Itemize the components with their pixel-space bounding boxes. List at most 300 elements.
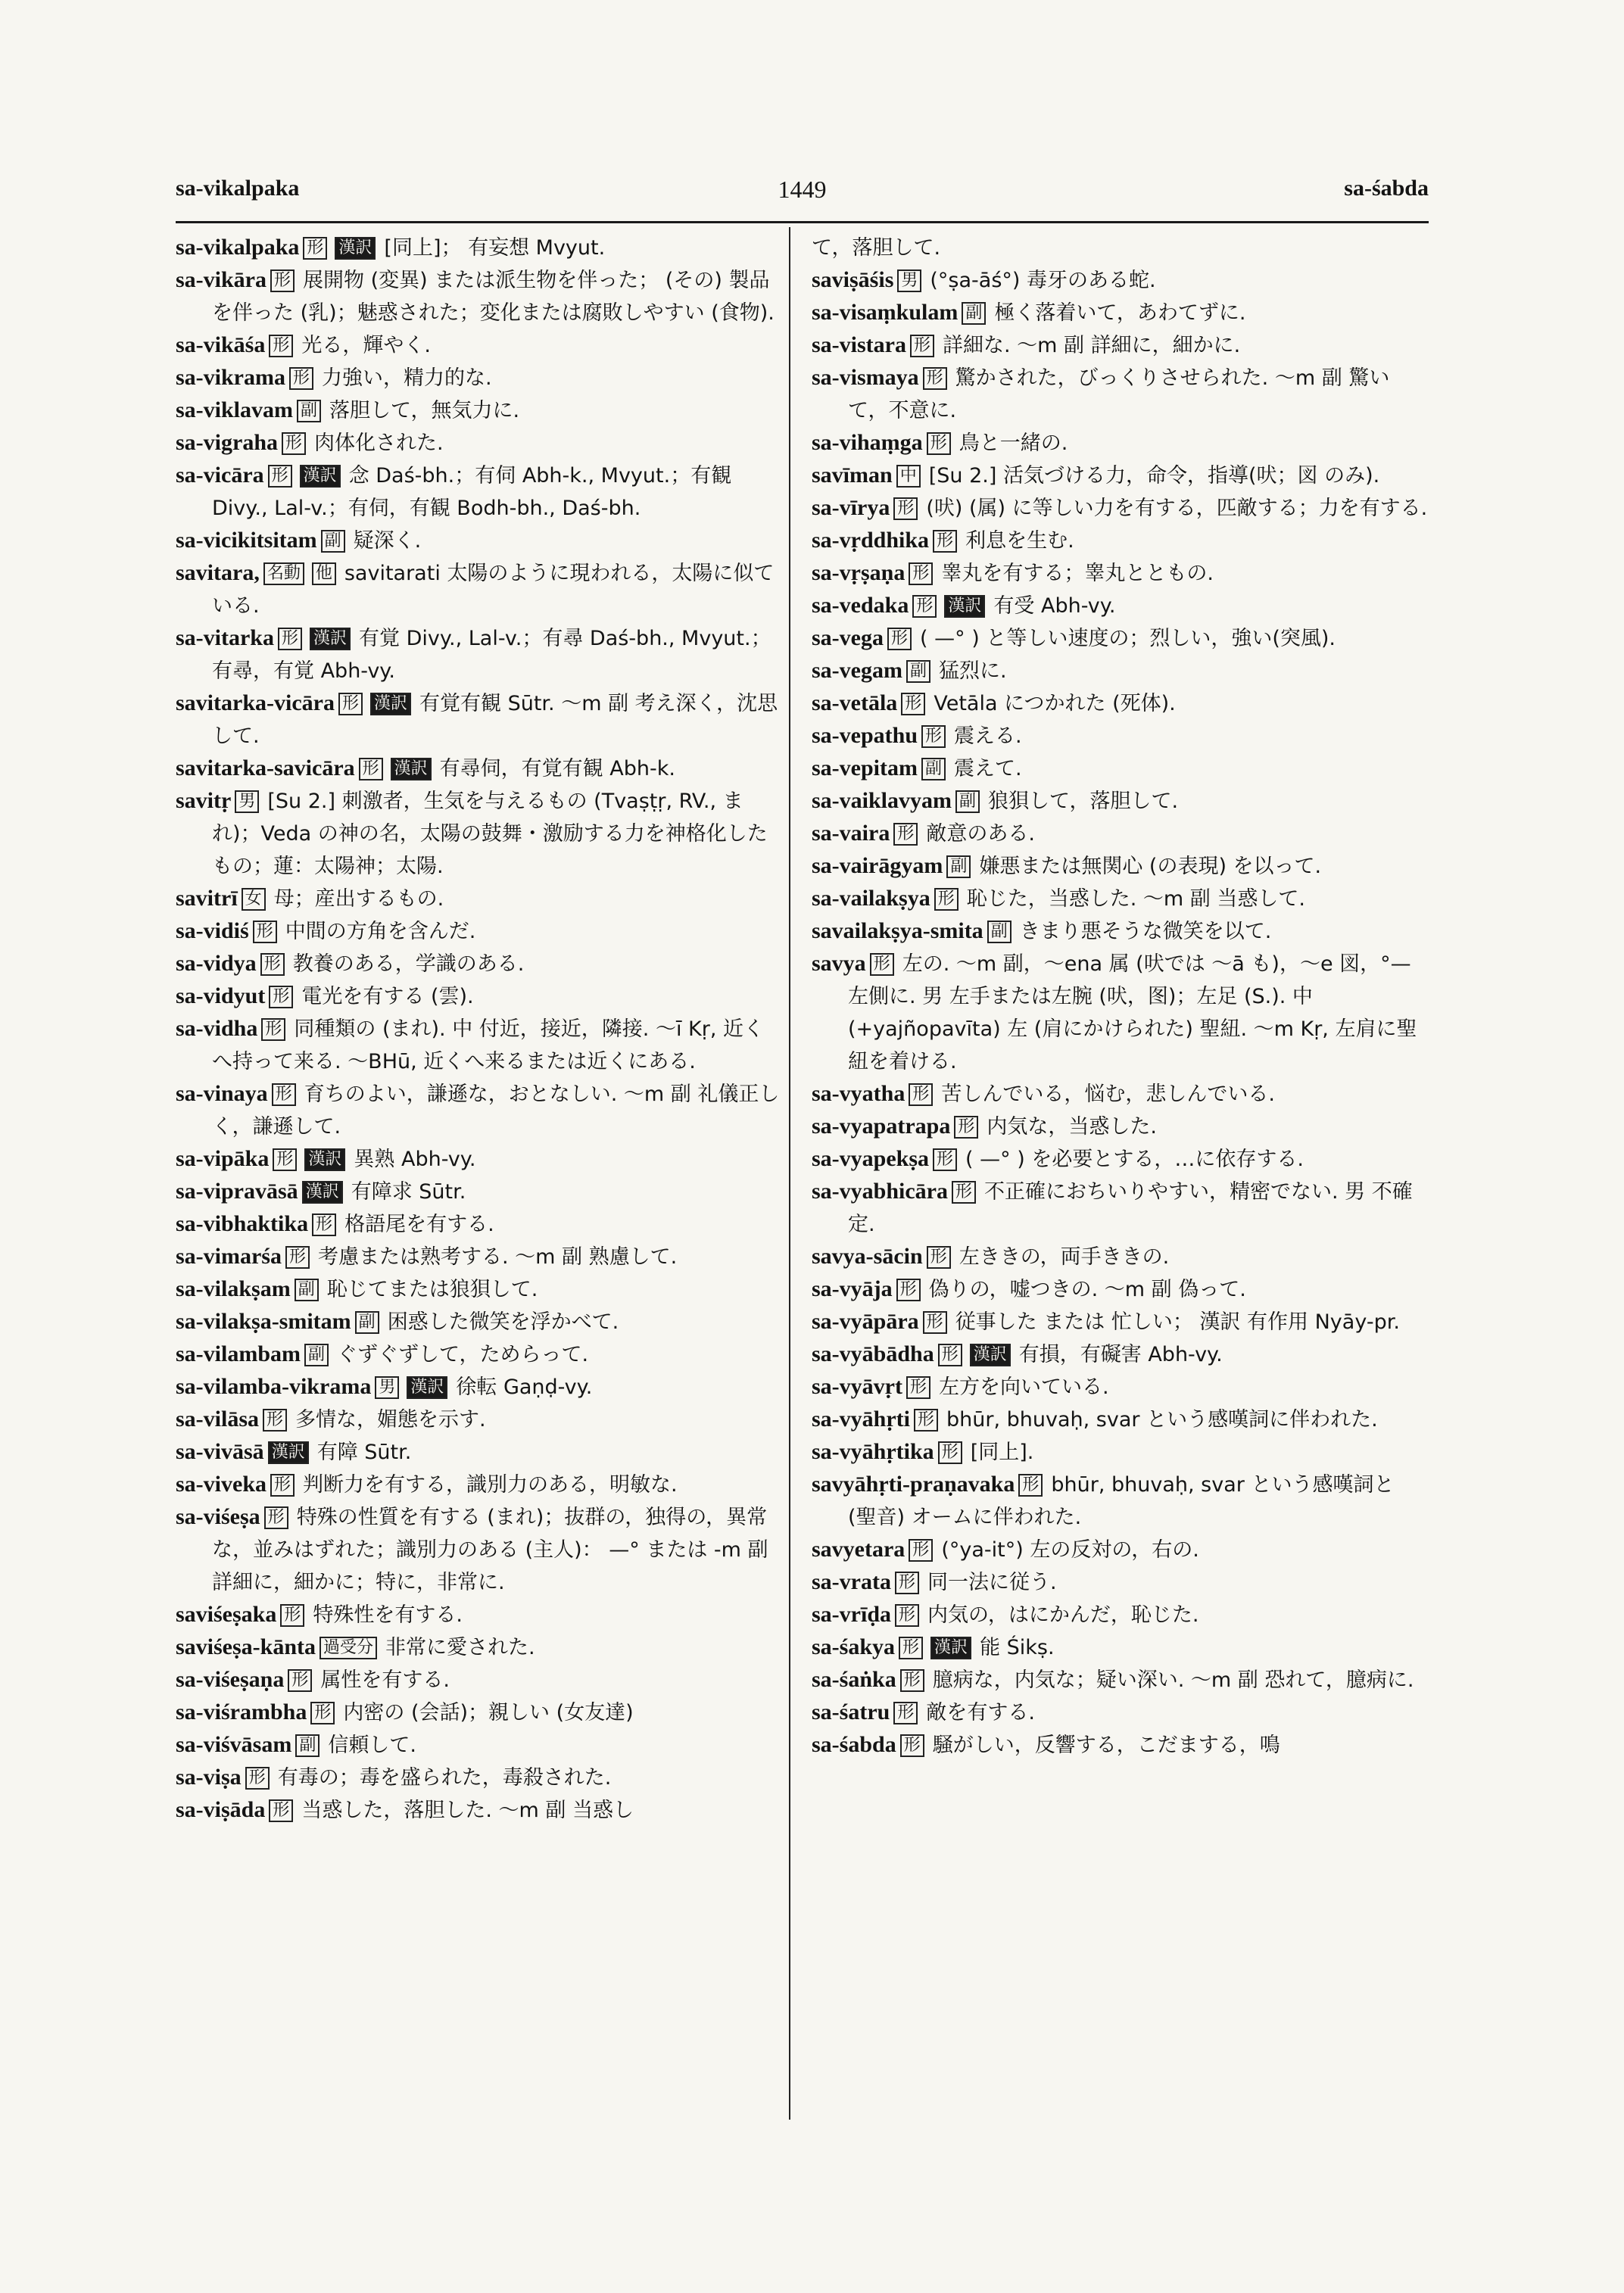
part-of-speech-tag: 形	[954, 1116, 978, 1139]
entry-headword: sa-vikāśa	[176, 332, 266, 357]
part-of-speech-tag: 副	[295, 1734, 320, 1757]
part-of-speech-tag: 副	[962, 302, 986, 325]
part-of-speech-tag: 形	[938, 1441, 962, 1464]
entry-definition: 育ちのよい，謙遜な，おとなしい. ～m 副 礼儀正しく，謙遜して.	[212, 1083, 780, 1139]
entry-definition: 特殊性を有する.	[313, 1603, 463, 1627]
entry-definition: 電光を有する (雲).	[301, 985, 474, 1008]
entry-definition: 能 Śikṣ.	[980, 1636, 1055, 1659]
dictionary-entry	[176, 329, 781, 362]
entry-headword: savitṛ	[176, 788, 232, 813]
part-of-speech-tag: 形	[359, 758, 383, 780]
part-of-speech-tag: 名動	[263, 562, 304, 585]
entry-headword: sa-vilambam	[176, 1341, 301, 1366]
entry-headword: sa-viveka	[176, 1472, 267, 1497]
part-of-speech-tag: 漢訳	[970, 1344, 1011, 1366]
entry-definition: 力強い，精力的な.	[322, 366, 492, 390]
part-of-speech-tag: 形	[269, 1799, 293, 1822]
entry-definition: 有尋伺，有覚有観 Abh-k.	[439, 757, 675, 780]
entry-headword: sa-vistara	[812, 332, 906, 357]
dictionary-entry	[176, 1371, 781, 1404]
part-of-speech-tag: 副	[955, 790, 980, 813]
entry-headword: savyāhṛti-praṇavaka	[812, 1472, 1015, 1497]
entry-headword: sa-vikrama	[176, 365, 285, 390]
entry-headword: sa-vimarśa	[176, 1244, 282, 1269]
entry-definition: 猛烈に.	[939, 659, 1007, 683]
entry-headword: sa-vidyut	[176, 983, 266, 1008]
entry-definition: 中間の方角を含んだ.	[285, 920, 476, 943]
entry-definition: 有覚 Divy., Lal-v.；有尋 Daś-bh., Mvyut.；有尋，有覚 Abh-vy.	[212, 627, 771, 683]
entry-headword: saviśeṣaka	[176, 1602, 277, 1627]
part-of-speech-tag: 形	[938, 1344, 962, 1366]
entry-definition: 肉体化された.	[314, 431, 444, 455]
entry-headword: sa-śatru	[812, 1699, 890, 1724]
entry-definition: 臆病な，内気な；疑い深い. ～m 副 恐れて，臆病に.	[932, 1668, 1414, 1692]
part-of-speech-tag: 形	[893, 497, 918, 520]
entry-definition: 考慮または熟考する. ～m 副 熟慮して.	[318, 1245, 678, 1269]
part-of-speech-tag: 副	[921, 758, 946, 780]
dictionary-entry	[812, 1696, 1429, 1729]
dictionary-entry	[812, 329, 1429, 362]
entry-definition: 属性を有する.	[320, 1668, 450, 1692]
part-of-speech-tag: 漢訳	[944, 595, 985, 618]
entry-definition: 詳細な. ～m 副 詳細に，細かに.	[943, 334, 1241, 357]
part-of-speech-tag: 形	[280, 1604, 304, 1627]
part-of-speech-tag: 漢訳	[335, 237, 376, 260]
part-of-speech-tag: 形	[906, 1376, 930, 1399]
entry-headword: saviśeṣa-kānta	[176, 1634, 316, 1659]
part-of-speech-tag: 形	[927, 1246, 951, 1269]
entry-definition: 判断力を有する，識別力のある，明敏な.	[303, 1473, 678, 1497]
dictionary-entry	[176, 1143, 781, 1176]
dictionary-entry	[176, 264, 781, 329]
entry-headword: savitrī	[176, 886, 238, 911]
part-of-speech-tag: 形	[312, 1213, 336, 1236]
entry-definition: 展開物 (変異) または派生物を伴った； (その) 製品を伴った (乳)；魅惑された；変化または腐敗しやすい (食物).	[212, 269, 775, 325]
part-of-speech-tag: 形	[1018, 1474, 1043, 1497]
entry-definition: 鳥と一緒の.	[959, 431, 1068, 455]
part-of-speech-tag: 漢訳	[930, 1637, 971, 1659]
entry-definition: 教養のある，学識のある.	[292, 952, 525, 976]
dictionary-entry	[812, 427, 1429, 460]
entry-definition: 異熟 Abh-vy.	[354, 1148, 476, 1171]
dictionary-entry	[812, 1371, 1429, 1404]
entry-headword: sa-vilamba-vikrama	[176, 1374, 372, 1399]
entry-headword: sa-vyāhṛti	[812, 1407, 910, 1432]
header-right-guide-word: sa-śabda	[1344, 176, 1429, 201]
entry-headword: sa-vilāsa	[176, 1407, 260, 1432]
dictionary-entry	[176, 785, 781, 883]
part-of-speech-tag: 形	[870, 953, 894, 976]
part-of-speech-tag: 形	[270, 269, 295, 292]
dictionary-entry	[176, 525, 781, 557]
dictionary-entry	[176, 1208, 781, 1241]
entry-definition: 不正確におちいりやすい，精密でない. 男 不確定.	[848, 1180, 1413, 1236]
entry-definition: 恥じてまたは狼狽して.	[326, 1278, 538, 1301]
dictionary-entry	[176, 394, 781, 427]
part-of-speech-tag: 漢訳	[370, 693, 411, 715]
dictionary-entry	[812, 687, 1429, 720]
dictionary-entry	[812, 1273, 1429, 1306]
entry-definition: 信頼して.	[328, 1734, 416, 1757]
part-of-speech-tag: 漢訳	[310, 628, 351, 650]
dictionary-entry	[176, 1013, 781, 1078]
entry-definition: ( —° ) を必要とする，…に依存する.	[965, 1148, 1304, 1171]
part-of-speech-tag: 副	[906, 660, 930, 683]
dictionary-entry	[812, 850, 1429, 883]
entry-headword: sa-vilakṣa-smitam	[176, 1309, 351, 1334]
entry-headword: sa-vyāpāra	[812, 1309, 919, 1334]
part-of-speech-tag: 形	[272, 1083, 296, 1106]
entry-definition: 睾丸を有する；睾丸とともの.	[941, 562, 1214, 585]
entry-headword: sa-śabda	[812, 1732, 896, 1757]
entry-definition: 内密の (会話)；親しい (女友達)	[343, 1701, 634, 1724]
entry-definition: bhūr, bhuvaḥ, svar という感嘆詞に伴われた.	[946, 1408, 1378, 1432]
dictionary-entry	[176, 1794, 781, 1827]
entry-headword: sa-vrīḍa	[812, 1602, 891, 1627]
part-of-speech-tag: 副	[987, 921, 1011, 943]
dictionary-entry	[812, 1404, 1429, 1436]
dictionary-entry	[812, 1306, 1429, 1338]
dictionary-entry	[176, 362, 781, 394]
entry-definition: 同一法に従う.	[927, 1571, 1057, 1594]
entry-headword: sa-viśeṣa	[176, 1504, 260, 1529]
entry-definition: (°ya-it°) 左の反対の，右の.	[941, 1538, 1199, 1562]
entry-definition: 格語尾を有する.	[344, 1213, 494, 1236]
part-of-speech-tag: 漢訳	[300, 465, 341, 488]
dictionary-entry	[176, 1338, 781, 1371]
entry-definition: 恥じた，当惑した. ～m 副 当惑して.	[966, 887, 1305, 911]
part-of-speech-tag: 形	[895, 1572, 919, 1594]
dictionary-entry	[812, 752, 1429, 785]
dictionary-entry	[812, 1729, 1429, 1762]
entry-headword: sa-śaṅka	[812, 1667, 896, 1692]
entry-headword: sa-vitarka	[176, 625, 274, 650]
entry-headword: sa-vṛddhika	[812, 528, 930, 553]
dictionary-entry	[812, 1469, 1429, 1534]
part-of-speech-tag: 他	[312, 562, 336, 585]
dictionary-entry	[176, 622, 781, 687]
part-of-speech-tag: 形	[245, 1767, 270, 1790]
entry-headword: sa-vicikitsitam	[176, 528, 317, 553]
entry-headword: savitarka-savicāra	[176, 756, 355, 780]
entry-definition: 内気の，はにかんだ，恥じた.	[927, 1603, 1199, 1627]
dictionary-entry	[812, 883, 1429, 915]
dictionary-entry	[812, 1631, 1429, 1664]
dictionary-entry	[812, 1143, 1429, 1176]
part-of-speech-tag: 形	[263, 1409, 287, 1432]
dictionary-entry	[812, 264, 1429, 297]
dictionary-entry	[812, 1664, 1429, 1696]
entry-definition: 有障求 Sūtr.	[351, 1180, 466, 1204]
part-of-speech-tag: 形	[260, 953, 285, 976]
entry-headword: savyetara	[812, 1537, 906, 1562]
entry-definition: きまり悪そうな微笑を以て.	[1019, 920, 1272, 943]
part-of-speech-tag: 副	[321, 530, 345, 553]
part-of-speech-tag: 過受分	[320, 1637, 377, 1659]
dictionary-entry	[176, 687, 781, 752]
entry-definition: 特殊の性質を有する (まれ)；抜群の，独得の，異常な，並みはずれた；識別力のある (主人)： —° または -m 副 詳細に，細かに；特に，非常に.	[212, 1506, 768, 1594]
part-of-speech-tag: 副	[946, 855, 971, 878]
entry-definition: 従事した または 忙しい； 漢訳 有作用 Nyāy-pr.	[955, 1310, 1400, 1334]
entry-headword: savya	[812, 951, 866, 976]
entry-definition: 当惑した，落胆した. ～m 副 当惑し	[301, 1799, 634, 1822]
part-of-speech-tag: 形	[923, 367, 947, 390]
entry-headword: savīman	[812, 463, 893, 488]
entry-definition: ( —° ) と等しい速度の；烈しい，強い(突風).	[920, 627, 1336, 650]
part-of-speech-tag: 形	[912, 595, 937, 618]
entry-headword: sa-vyāja	[812, 1276, 893, 1301]
dictionary-entry	[176, 1176, 781, 1208]
dictionary-entry	[176, 1631, 781, 1664]
entry-definition: 有障 Sūtr.	[316, 1441, 412, 1464]
part-of-speech-tag: 形	[900, 1734, 924, 1757]
entry-definition: 偽りの，嘘つきの. ～m 副 偽って.	[928, 1278, 1246, 1301]
part-of-speech-tag: 形	[896, 1279, 921, 1301]
dictionary-entry	[176, 1306, 781, 1338]
entry-definition: 有毒の；毒を盛られた，毒殺された.	[277, 1766, 612, 1790]
part-of-speech-tag: 形	[927, 432, 951, 455]
dictionary-entry	[812, 1241, 1429, 1273]
entry-definition: 有損，有礙害 Abh-vy.	[1018, 1343, 1223, 1366]
entry-headword: sa-vepitam	[812, 756, 918, 780]
entry-definition: Vetāla につかれた (死体).	[934, 692, 1176, 715]
part-of-speech-tag: 形	[914, 1409, 938, 1432]
entry-headword: sa-vidiś	[176, 918, 249, 943]
dictionary-entry	[176, 557, 781, 622]
dictionary-entry	[812, 460, 1429, 492]
entry-headword: saviṣāśis	[812, 267, 894, 292]
dictionary-entry	[176, 1436, 781, 1469]
dictionary-entry	[812, 1436, 1429, 1469]
entry-headword: sa-vyapatrapa	[812, 1114, 951, 1139]
entry-definition: 有覚有観 Sūtr. ～m 副 考え深く，沈思して.	[212, 692, 778, 748]
entry-definition: 左ききの，両手ききの.	[959, 1245, 1170, 1269]
part-of-speech-tag: 形	[893, 1702, 918, 1724]
dictionary-entry	[176, 915, 781, 948]
entry-definition: 内気な，当惑した.	[987, 1115, 1157, 1139]
entry-headword: savitara,	[176, 560, 260, 585]
part-of-speech-tag: 形	[270, 1474, 295, 1497]
dictionary-entry	[176, 1762, 781, 1794]
part-of-speech-tag: 形	[887, 628, 912, 650]
part-of-speech-tag: 男	[375, 1376, 399, 1399]
entry-headword: sa-vikalpaka	[176, 235, 300, 260]
column-divider	[789, 227, 790, 2120]
dictionary-entry	[812, 492, 1429, 525]
entry-definition: 落胆して，無気力に.	[329, 399, 520, 422]
entry-headword: sa-vidya	[176, 951, 257, 976]
part-of-speech-tag: 形	[933, 1148, 957, 1171]
dictionary-entry	[812, 622, 1429, 655]
part-of-speech-tag: 形	[338, 693, 363, 715]
entry-definition: て，落胆して.	[812, 236, 941, 260]
entry-headword: sa-vedaka	[812, 593, 909, 618]
part-of-speech-tag: 形	[310, 1702, 335, 1724]
entry-headword: sa-vipravāsā	[176, 1179, 298, 1204]
dictionary-entry	[812, 1534, 1429, 1566]
part-of-speech-tag: 形	[921, 725, 946, 748]
dictionary-entry	[812, 948, 1429, 1078]
entry-headword: sa-vinaya	[176, 1081, 268, 1106]
dictionary-entry	[812, 1111, 1429, 1143]
entry-definition: 苦しんでいる，悩む，悲しんでいる.	[941, 1083, 1275, 1106]
dictionary-entry	[176, 752, 781, 785]
entry-headword: sa-vikāra	[176, 267, 267, 292]
entry-definition: 驚かされた，びっくりさせられた. ～m 副 驚いて，不意に.	[848, 366, 1390, 422]
part-of-speech-tag: 形	[261, 1018, 285, 1041]
part-of-speech-tag: 副	[295, 1279, 319, 1301]
dictionary-entry	[176, 232, 781, 264]
entry-headword: sa-vīrya	[812, 495, 890, 520]
dictionary-entry	[176, 980, 781, 1013]
entry-definition: 左の. ～m 副，～ena 属 (吠では ～ā も)，～e 図，°— 左側に. 男 左手または左腕 (吠，图)；左足 (S.). 中 (+yajñopavīta) 左 (肩にかけられた) 聖紐. ～m Kṛ, 左肩に聖紐を着ける.	[848, 952, 1417, 1073]
dictionary-entry	[176, 1078, 781, 1143]
dictionary-entry	[176, 460, 781, 525]
entry-definition: 利息を生む.	[965, 529, 1074, 553]
dictionary-entry	[812, 785, 1429, 818]
dictionary-entry	[176, 1241, 781, 1273]
dictionary-entry	[176, 1404, 781, 1436]
part-of-speech-tag: 中	[896, 465, 921, 488]
entry-headword: sa-vidha	[176, 1016, 258, 1041]
dictionary-entry	[812, 1599, 1429, 1631]
entry-headword: sa-vailakṣya	[812, 886, 930, 911]
entry-definition: 震えて.	[954, 757, 1022, 780]
entry-headword: sa-vipāka	[176, 1146, 270, 1171]
dictionary-entry	[812, 818, 1429, 850]
dictionary-entry	[812, 590, 1429, 622]
entry-headword: savya-sācin	[812, 1244, 923, 1269]
entry-headword: sa-vṛṣaṇa	[812, 560, 906, 585]
entry-headword: sa-viṣa	[176, 1765, 242, 1790]
part-of-speech-tag: 漢訳	[391, 758, 432, 780]
entry-headword: sa-vrata	[812, 1569, 891, 1594]
part-of-speech-tag: 男	[235, 790, 259, 813]
entry-headword: sa-viṣāda	[176, 1797, 266, 1822]
header-left-guide-word: sa-vikalpaka	[176, 176, 300, 201]
entry-headword: sa-vibhaktika	[176, 1211, 309, 1236]
part-of-speech-tag: 女	[242, 888, 266, 911]
entry-headword: sa-vairāgyam	[812, 853, 943, 878]
dictionary-entry	[176, 883, 781, 915]
part-of-speech-tag: 形	[910, 335, 934, 357]
entry-headword: sa-viklavam	[176, 397, 294, 422]
entry-definition: 騒がしい，反響する，こだまする，鳴	[932, 1734, 1280, 1757]
entry-definition: 同種類の (まれ). 中 付近，接近，隣接. ～ī Kṛ, 近くへ持って来る. ～BHū, 近くへ来るまたは近くにある.	[212, 1017, 765, 1073]
entry-definition: [Su 2.] 活気づける力，命令，指導(吠；図 のみ).	[928, 464, 1380, 488]
entry-definition: 困惑した微笑を浮かべて.	[387, 1310, 619, 1334]
page-number: 1449	[778, 176, 827, 203]
dictionary-entry	[176, 1664, 781, 1696]
part-of-speech-tag: 形	[899, 1637, 923, 1659]
entry-headword: savitarka-vicāra	[176, 690, 335, 715]
dictionary-entry	[812, 297, 1429, 329]
part-of-speech-tag: 漢訳	[302, 1181, 343, 1204]
entry-definition: (吠) (属) に等しい力を有する，匹敵する；力を有する.	[926, 497, 1428, 520]
part-of-speech-tag: 形	[264, 1506, 288, 1529]
dictionary-entry	[812, 557, 1429, 590]
part-of-speech-tag: 形	[934, 888, 959, 911]
part-of-speech-tag: 副	[304, 1344, 329, 1366]
entry-definition: 敵意のある.	[926, 822, 1035, 846]
entry-definition: 非常に愛された.	[385, 1636, 535, 1659]
entry-definition: [Su 2.] 刺激者，生気を与えるもの (Tvaṣṭṛ, RV., まれ)；Veda の神の名，太陽の鼓舞・激励する力を神格化したもの；蓮：太陽神；太陽.	[212, 790, 768, 878]
part-of-speech-tag: 形	[895, 1604, 919, 1627]
entry-definition: 極く落着いて，あわてずに.	[994, 301, 1246, 325]
entry-definition: 徐転 Gaṇḍ-vy.	[456, 1375, 593, 1399]
left-column	[176, 232, 781, 1827]
entry-definition: 有受 Abh-vy.	[993, 594, 1116, 618]
entry-headword: sa-vaira	[812, 821, 890, 846]
entry-definition: [同上]； 有妄想 Mvyut.	[384, 236, 606, 260]
part-of-speech-tag: 形	[269, 986, 293, 1008]
part-of-speech-tag: 形	[268, 465, 292, 488]
entry-headword: sa-vismaya	[812, 365, 919, 390]
entry-headword: sa-vicāra	[176, 463, 264, 488]
entry-definition: 念 Daś-bh.；有伺 Abh-k., Mvyut.；有観 Divy., Lal-v.；有伺，有観 Bodh-bh., Daś-bh.	[212, 464, 732, 520]
dictionary-entry	[812, 232, 1429, 264]
part-of-speech-tag: 漢訳	[304, 1148, 345, 1171]
dictionary-entry	[812, 362, 1429, 427]
entry-headword: sa-śakya	[812, 1634, 896, 1659]
dictionary-entry	[176, 948, 781, 980]
entry-headword: sa-visaṃkulam	[812, 300, 959, 325]
entry-headword: sa-vyāvṛt	[812, 1374, 902, 1399]
part-of-speech-tag: 形	[933, 530, 957, 553]
dictionary-entry	[176, 1729, 781, 1762]
right-column	[812, 232, 1429, 1762]
entry-definition: bhūr, bhuvaḥ, svar という感嘆詞と (聖音) オームに伴われた.	[848, 1473, 1395, 1529]
dictionary-entry	[176, 1696, 781, 1729]
dictionary-entry	[176, 1469, 781, 1501]
page-header	[176, 168, 1429, 223]
entry-headword: sa-viśrambha	[176, 1699, 307, 1724]
dictionary-entry	[176, 1273, 781, 1306]
part-of-speech-tag: 形	[923, 1311, 947, 1334]
dictionary-entry	[812, 1078, 1429, 1111]
entry-headword: sa-vyatha	[812, 1081, 906, 1106]
entry-definition: [同上].	[970, 1441, 1034, 1464]
part-of-speech-tag: 形	[282, 432, 306, 455]
entry-headword: sa-vyabhicāra	[812, 1179, 948, 1204]
entry-headword: sa-vaiklavyam	[812, 788, 952, 813]
entry-headword: sa-viśvāsam	[176, 1732, 292, 1757]
entry-headword: sa-vegam	[812, 658, 902, 683]
entry-definition: 多情な，媚態を示す.	[295, 1408, 486, 1432]
part-of-speech-tag: 形	[909, 562, 933, 585]
entry-headword: sa-vihaṃga	[812, 430, 923, 455]
dictionary-entry	[812, 655, 1429, 687]
entry-definition: 嫌悪または無関心 (の表現) を以って.	[979, 855, 1322, 878]
part-of-speech-tag: 形	[909, 1083, 933, 1106]
part-of-speech-tag: 形	[303, 237, 327, 260]
part-of-speech-tag: 形	[952, 1181, 976, 1204]
entry-definition: (°ṣa-āś°) 毒牙のある蛇.	[930, 269, 1156, 292]
part-of-speech-tag: 副	[297, 400, 321, 422]
dictionary-entry	[812, 525, 1429, 557]
entry-definition: 狼狽して，落胆して.	[988, 790, 1179, 813]
dictionary-entry	[812, 1176, 1429, 1241]
entry-headword: sa-vivāsā	[176, 1439, 264, 1464]
part-of-speech-tag: 漢訳	[268, 1441, 309, 1464]
entry-headword: sa-vigraha	[176, 430, 278, 455]
part-of-speech-tag: 形	[278, 628, 302, 650]
entry-definition: 光る，輝やく.	[301, 334, 431, 357]
entry-headword: sa-vyābādha	[812, 1341, 934, 1366]
part-of-speech-tag: 漢訳	[407, 1376, 447, 1399]
dictionary-entry	[812, 1566, 1429, 1599]
dictionary-entry	[812, 720, 1429, 752]
